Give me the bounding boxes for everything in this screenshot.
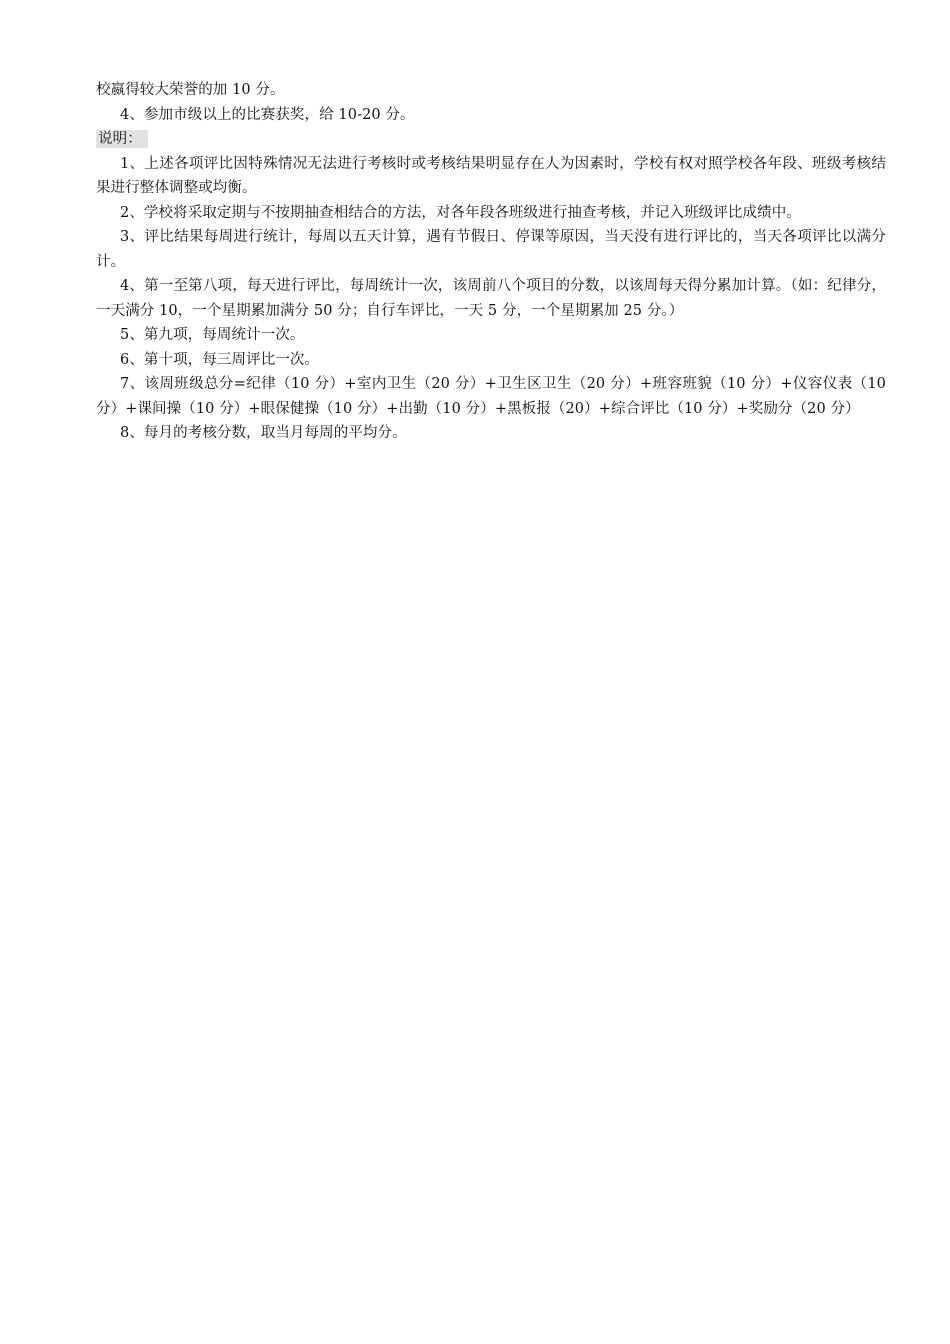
note-8: 8、每月的考核分数，取当月每周的平均分。 <box>120 425 407 441</box>
notes-heading <box>96 127 886 152</box>
document-body <box>96 78 886 446</box>
note-4: 4、第一至第八项，每天进行评比，每周统计一次，该周前八个项目的分数，以该周每天得分累加计算。（如：纪律分，一天满分 10，一个星期累加满分 50 分；自行车评比，一天 5 分，一个星期累加 25 分。） <box>96 278 886 319</box>
note-2: 2、学校将采取定期与不按期抽查相结合的方法，对各年段各班级进行抽查考核，并记入班级评比成绩中。 <box>120 204 801 221</box>
notes-label: 说明： <box>96 130 148 148</box>
paragraph-item-4: 4、参加市级以上的比赛获奖，给 10-20 分。 <box>120 106 415 123</box>
note-7: 7、该周班级总分=纪律（10 分）+室内卫生（20 分）+卫生区卫生（20 分）+班容班貌（10 分）+仪容仪表（10 分）+课间操（10 分）+眼保健操（10 分）+出勤（10 分）+黑板报（20）+综合评比（10 分）+奖励分（20 分） <box>96 376 886 417</box>
paragraph-award-continuation: 校嬴得较大荣誉的加 10 分。 <box>96 82 285 98</box>
note-6: 6、第十项，每三周评比一次。 <box>120 351 320 368</box>
note-1: 1、上述各项评比因特殊情况无法进行考核时或考核结果明显存在人为因素时，学校有权对照学校各年段、班级考核结果进行整体调整或均衡。 <box>96 155 886 196</box>
note-3: 3、评比结果每周进行统计，每周以五天计算，遇有节假日、停课等原因，当天没有进行评比的，当天各项评比以满分计。 <box>96 229 886 270</box>
note-5: 5、第九项，每周统计一次。 <box>120 327 305 343</box>
